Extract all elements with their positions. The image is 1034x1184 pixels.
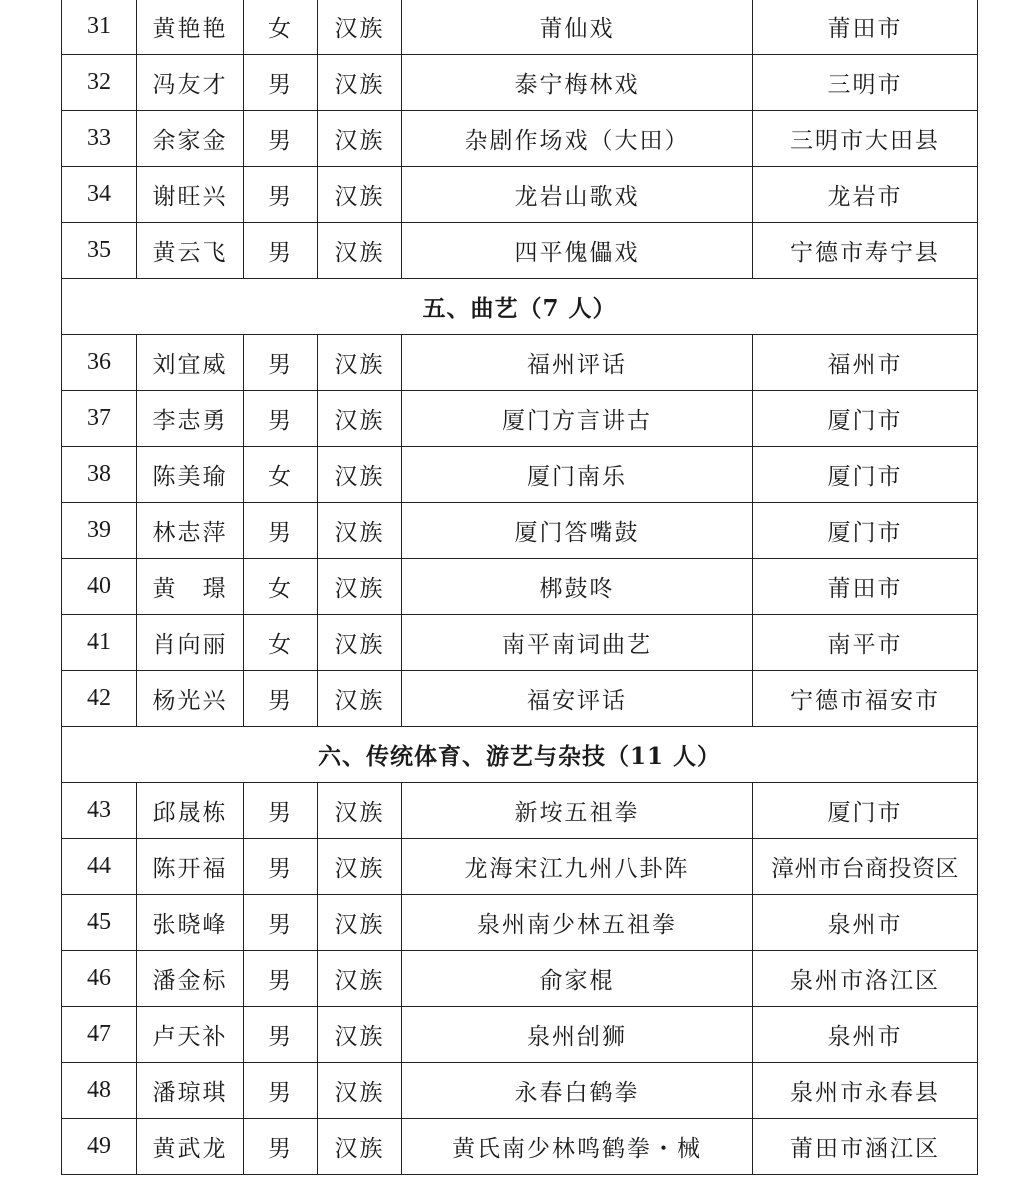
ethnicity-cell: 汉族 bbox=[318, 391, 402, 447]
heritage-item: 泉州南少林五祖拳 bbox=[402, 895, 753, 951]
table-row bbox=[62, 615, 978, 671]
person-name: 黄艳艳 bbox=[137, 0, 244, 55]
gender-cell: 男 bbox=[244, 223, 318, 279]
row-number: 36 bbox=[62, 335, 137, 391]
region-cell: 宁德市寿宁县 bbox=[753, 223, 978, 279]
table-row bbox=[62, 1119, 978, 1175]
gender-cell: 女 bbox=[244, 615, 318, 671]
person-name: 刘宜威 bbox=[137, 335, 244, 391]
gender-cell: 女 bbox=[244, 447, 318, 503]
heritage-item: 南平南词曲艺 bbox=[402, 615, 753, 671]
region-cell: 三明市 bbox=[753, 55, 978, 111]
ethnicity-cell: 汉族 bbox=[318, 951, 402, 1007]
section-title: 六、传统体育、游艺与杂技（11 人） bbox=[62, 727, 978, 783]
ethnicity-cell: 汉族 bbox=[318, 55, 402, 111]
row-number: 46 bbox=[62, 951, 137, 1007]
row-number: 42 bbox=[62, 671, 137, 727]
region-cell: 莆田市 bbox=[753, 559, 978, 615]
table-row bbox=[62, 1007, 978, 1063]
ethnicity-cell: 汉族 bbox=[318, 503, 402, 559]
person-name: 杨光兴 bbox=[137, 671, 244, 727]
person-name: 冯友才 bbox=[137, 55, 244, 111]
gender-cell: 男 bbox=[244, 783, 318, 839]
table-row bbox=[62, 111, 978, 167]
heritage-item: 福州评话 bbox=[402, 335, 753, 391]
gender-cell: 男 bbox=[244, 1007, 318, 1063]
ethnicity-cell: 汉族 bbox=[318, 1119, 402, 1175]
row-number: 38 bbox=[62, 447, 137, 503]
table-row bbox=[62, 559, 978, 615]
region-cell: 泉州市洛江区 bbox=[753, 951, 978, 1007]
table-row bbox=[62, 391, 978, 447]
region-cell: 泉州市 bbox=[753, 1007, 978, 1063]
ethnicity-cell: 汉族 bbox=[318, 839, 402, 895]
heritage-item: 厦门答嘴鼓 bbox=[402, 503, 753, 559]
table-row bbox=[62, 895, 978, 951]
row-number: 32 bbox=[62, 55, 137, 111]
person-name: 李志勇 bbox=[137, 391, 244, 447]
row-number: 41 bbox=[62, 615, 137, 671]
heritage-item: 梆鼓咚 bbox=[402, 559, 753, 615]
table-row bbox=[62, 783, 978, 839]
region-cell: 莆田市涵江区 bbox=[753, 1119, 978, 1175]
table-row bbox=[62, 503, 978, 559]
row-number: 47 bbox=[62, 1007, 137, 1063]
section-header-row bbox=[62, 727, 978, 783]
person-name: 卢天补 bbox=[137, 1007, 244, 1063]
person-name: 余家金 bbox=[137, 111, 244, 167]
person-name: 张晓峰 bbox=[137, 895, 244, 951]
person-name: 陈美瑜 bbox=[137, 447, 244, 503]
ethnicity-cell: 汉族 bbox=[318, 783, 402, 839]
table-row bbox=[62, 167, 978, 223]
gender-cell: 男 bbox=[244, 839, 318, 895]
ethnicity-cell: 汉族 bbox=[318, 671, 402, 727]
heritage-item: 龙海宋江九州八卦阵 bbox=[402, 839, 753, 895]
ethnicity-cell: 汉族 bbox=[318, 615, 402, 671]
region-cell: 厦门市 bbox=[753, 783, 978, 839]
person-name: 潘琼琪 bbox=[137, 1063, 244, 1119]
region-cell: 厦门市 bbox=[753, 447, 978, 503]
ethnicity-cell: 汉族 bbox=[318, 223, 402, 279]
heritage-item: 黄氏南少林鸣鹤拳・械 bbox=[402, 1119, 753, 1175]
row-number: 45 bbox=[62, 895, 137, 951]
person-name: 黄武龙 bbox=[137, 1119, 244, 1175]
table-row bbox=[62, 839, 978, 895]
gender-cell: 男 bbox=[244, 951, 318, 1007]
gender-cell: 男 bbox=[244, 1119, 318, 1175]
region-cell: 泉州市 bbox=[753, 895, 978, 951]
person-name: 林志萍 bbox=[137, 503, 244, 559]
person-name: 谢旺兴 bbox=[137, 167, 244, 223]
person-name: 黄云飞 bbox=[137, 223, 244, 279]
inheritor-table bbox=[61, 0, 978, 1175]
gender-cell: 男 bbox=[244, 671, 318, 727]
table-row bbox=[62, 335, 978, 391]
row-number: 40 bbox=[62, 559, 137, 615]
heritage-item: 四平傀儡戏 bbox=[402, 223, 753, 279]
table-row bbox=[62, 951, 978, 1007]
heritage-item: 泉州刣狮 bbox=[402, 1007, 753, 1063]
ethnicity-cell: 汉族 bbox=[318, 167, 402, 223]
row-number: 34 bbox=[62, 167, 137, 223]
gender-cell: 男 bbox=[244, 167, 318, 223]
table-row bbox=[62, 671, 978, 727]
ethnicity-cell: 汉族 bbox=[318, 895, 402, 951]
region-cell: 泉州市永春县 bbox=[753, 1063, 978, 1119]
person-name: 黄 璟 bbox=[137, 559, 244, 615]
section-header-row bbox=[62, 279, 978, 335]
person-name: 肖向丽 bbox=[137, 615, 244, 671]
heritage-item: 厦门南乐 bbox=[402, 447, 753, 503]
row-number: 33 bbox=[62, 111, 137, 167]
ethnicity-cell: 汉族 bbox=[318, 559, 402, 615]
heritage-item: 新垵五祖拳 bbox=[402, 783, 753, 839]
person-name: 陈开福 bbox=[137, 839, 244, 895]
heritage-item: 福安评话 bbox=[402, 671, 753, 727]
gender-cell: 男 bbox=[244, 1063, 318, 1119]
ethnicity-cell: 汉族 bbox=[318, 1063, 402, 1119]
table-row bbox=[62, 1063, 978, 1119]
section-title: 五、曲艺（7 人） bbox=[62, 279, 978, 335]
gender-cell: 男 bbox=[244, 895, 318, 951]
region-cell: 三明市大田县 bbox=[753, 111, 978, 167]
ethnicity-cell: 汉族 bbox=[318, 447, 402, 503]
gender-cell: 男 bbox=[244, 503, 318, 559]
gender-cell: 女 bbox=[244, 559, 318, 615]
row-number: 37 bbox=[62, 391, 137, 447]
person-name: 潘金标 bbox=[137, 951, 244, 1007]
heritage-item: 厦门方言讲古 bbox=[402, 391, 753, 447]
heritage-item: 泰宁梅林戏 bbox=[402, 55, 753, 111]
person-name: 邱晟栋 bbox=[137, 783, 244, 839]
table-row bbox=[62, 0, 978, 55]
ethnicity-cell: 汉族 bbox=[318, 1007, 402, 1063]
gender-cell: 男 bbox=[244, 335, 318, 391]
ethnicity-cell: 汉族 bbox=[318, 111, 402, 167]
ethnicity-cell: 汉族 bbox=[318, 335, 402, 391]
heritage-item: 永春白鹤拳 bbox=[402, 1063, 753, 1119]
region-cell: 宁德市福安市 bbox=[753, 671, 978, 727]
gender-cell: 男 bbox=[244, 111, 318, 167]
region-cell: 厦门市 bbox=[753, 391, 978, 447]
row-number: 48 bbox=[62, 1063, 137, 1119]
heritage-item: 莆仙戏 bbox=[402, 0, 753, 55]
row-number: 43 bbox=[62, 783, 137, 839]
table-row bbox=[62, 447, 978, 503]
region-cell: 南平市 bbox=[753, 615, 978, 671]
region-cell: 福州市 bbox=[753, 335, 978, 391]
gender-cell: 男 bbox=[244, 391, 318, 447]
region-cell: 龙岩市 bbox=[753, 167, 978, 223]
row-number: 49 bbox=[62, 1119, 137, 1175]
row-number: 44 bbox=[62, 839, 137, 895]
row-number: 39 bbox=[62, 503, 137, 559]
region-cell: 莆田市 bbox=[753, 0, 978, 55]
heritage-item: 龙岩山歌戏 bbox=[402, 167, 753, 223]
region-cell: 厦门市 bbox=[753, 503, 978, 559]
ethnicity-cell: 汉族 bbox=[318, 0, 402, 55]
row-number: 35 bbox=[62, 223, 137, 279]
table-row bbox=[62, 55, 978, 111]
row-number: 31 bbox=[62, 0, 137, 55]
region-cell: 漳州市台商投资区 bbox=[753, 839, 978, 895]
heritage-item: 俞家棍 bbox=[402, 951, 753, 1007]
gender-cell: 女 bbox=[244, 0, 318, 55]
gender-cell: 男 bbox=[244, 55, 318, 111]
table-row bbox=[62, 223, 978, 279]
heritage-item: 杂剧作场戏（大田） bbox=[402, 111, 753, 167]
